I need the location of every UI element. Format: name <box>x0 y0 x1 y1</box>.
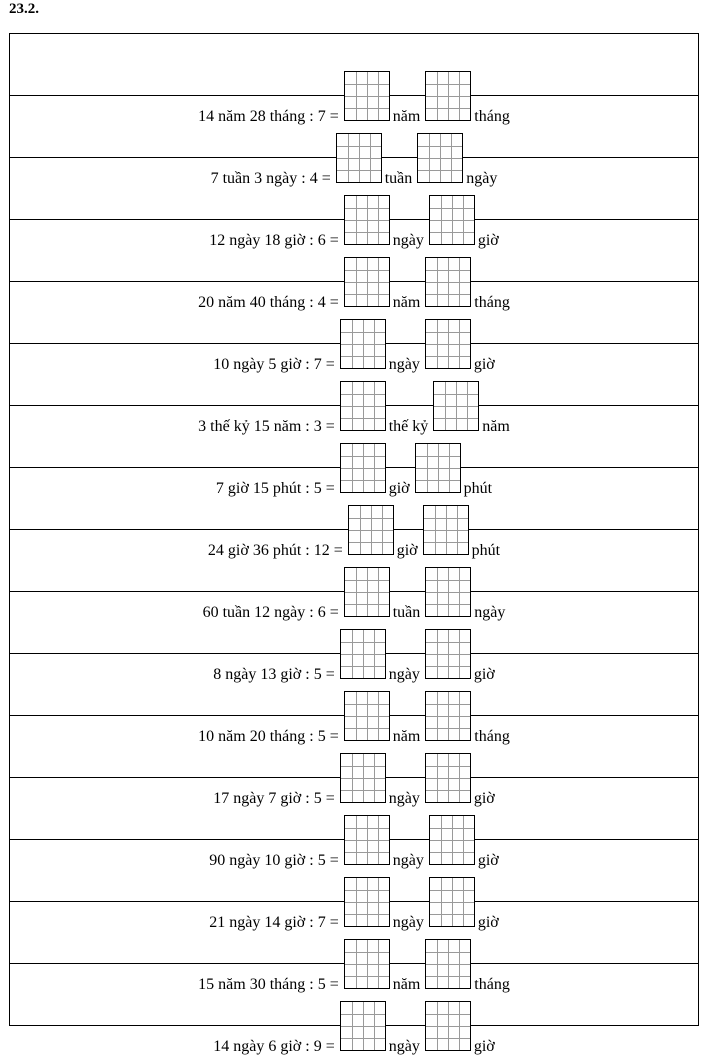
exercise-row <box>9 592 699 683</box>
unit-label-2: tháng <box>474 108 510 125</box>
exercise-row <box>9 716 699 807</box>
answer-box-1[interactable] <box>340 1001 386 1051</box>
expression: 10 năm 20 tháng : 5 = <box>198 728 339 745</box>
unit-label-1: giờ <box>388 480 410 497</box>
unit-label-1: tuần <box>384 170 413 187</box>
expression: 12 ngày 18 giờ : 6 = <box>209 232 339 249</box>
unit-label-1: ngày <box>392 852 424 869</box>
unit-label-2: giờ <box>473 790 495 807</box>
expression: 7 giờ 15 phút : 5 = <box>215 480 335 497</box>
expression: 8 ngày 13 giờ : 5 = <box>213 666 335 683</box>
expression: 14 năm 28 tháng : 7 = <box>198 108 339 125</box>
exercise-row <box>9 902 699 993</box>
exercise-row <box>9 530 699 621</box>
expression: 7 tuần 3 ngày : 4 = <box>210 170 331 187</box>
answer-box-2[interactable] <box>425 1001 471 1051</box>
unit-label-1: ngày <box>388 356 420 373</box>
unit-label-1: thế kỷ <box>388 418 429 435</box>
exercise-row <box>9 344 699 435</box>
unit-label-1: năm <box>392 294 421 311</box>
exercise-row <box>9 158 699 249</box>
expression: 17 ngày 7 giờ : 5 = <box>213 790 335 807</box>
unit-label-2: ngày <box>474 604 506 621</box>
exercise-title: 23.2. <box>9 1 39 17</box>
unit-label-1: ngày <box>388 666 420 683</box>
exercise-row <box>9 654 699 745</box>
unit-label-2: giờ <box>473 356 495 373</box>
expression: 10 ngày 5 giờ : 7 = <box>213 356 335 373</box>
unit-label-2: tháng <box>474 976 510 993</box>
exercise-row <box>9 220 699 311</box>
exercise-row <box>9 468 699 559</box>
unit-label-1: ngày <box>388 1038 420 1055</box>
unit-label-2: ngày <box>466 170 498 187</box>
expression: 3 thế kỷ 15 năm : 3 = <box>198 418 335 435</box>
unit-label-2: giờ <box>477 232 499 249</box>
exercise-row <box>9 34 699 125</box>
unit-label-1: năm <box>392 108 421 125</box>
exercise-row <box>9 964 699 1055</box>
unit-label-1: tuần <box>392 604 421 621</box>
exercise-row <box>9 282 699 373</box>
unit-label-2: giờ <box>473 666 495 683</box>
unit-label-2: giờ <box>477 914 499 931</box>
unit-label-2: phút <box>463 480 493 497</box>
expression: 90 ngày 10 giờ : 5 = <box>209 852 339 869</box>
unit-label-2: năm <box>482 418 510 435</box>
exercise-table <box>9 33 699 1055</box>
unit-label-1: giờ <box>396 542 418 559</box>
unit-label-2: tháng <box>474 294 510 311</box>
unit-label-2: giờ <box>473 1038 495 1055</box>
unit-label-1: năm <box>392 976 421 993</box>
unit-label-1: năm <box>392 728 421 745</box>
expression: 20 năm 40 tháng : 4 = <box>198 294 339 311</box>
unit-label-2: phút <box>471 542 501 559</box>
unit-label-1: ngày <box>392 914 424 931</box>
unit-label-1: ngày <box>388 790 420 807</box>
expression: 15 năm 30 tháng : 5 = <box>198 976 339 993</box>
expression: 21 ngày 14 giờ : 7 = <box>209 914 339 931</box>
exercise-row <box>9 840 699 931</box>
unit-label-2: tháng <box>474 728 510 745</box>
exercise-row <box>9 778 699 869</box>
unit-label-1: ngày <box>392 232 424 249</box>
expression: 60 tuần 12 ngày : 6 = <box>202 604 339 621</box>
unit-label-2: giờ <box>477 852 499 869</box>
exercise-row <box>9 406 699 497</box>
exercise-row <box>9 96 699 187</box>
expression: 24 giờ 36 phút : 12 = <box>207 542 343 559</box>
expression: 14 ngày 6 giờ : 9 = <box>213 1038 335 1055</box>
